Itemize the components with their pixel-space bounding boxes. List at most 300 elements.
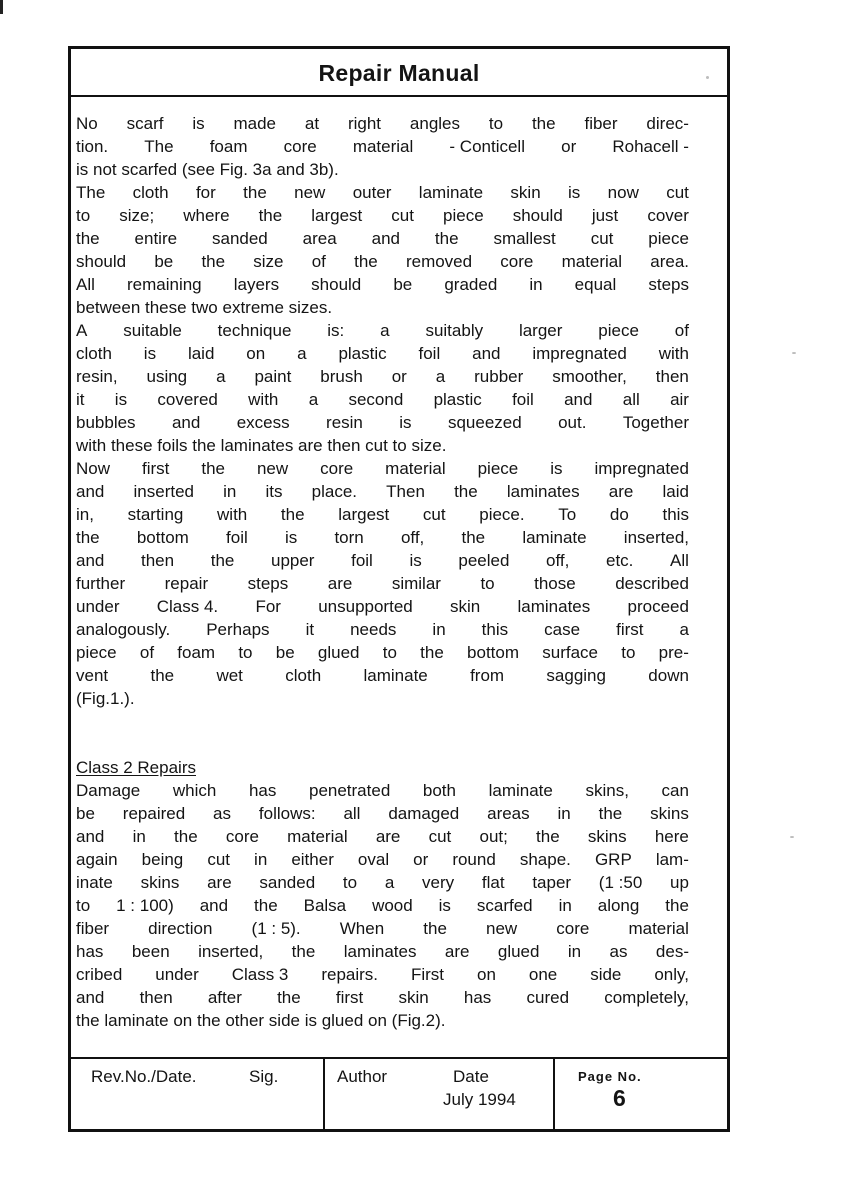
word: are	[608, 482, 634, 501]
word: is	[192, 114, 205, 133]
word: foam	[177, 643, 216, 662]
word: foil	[226, 528, 248, 547]
word: be	[275, 643, 295, 662]
word: is	[409, 551, 422, 570]
word: upper	[270, 551, 315, 570]
word: entire	[134, 229, 178, 248]
word: to	[76, 896, 91, 915]
word: resin,	[76, 367, 118, 386]
text-line	[76, 135, 689, 158]
word: described	[615, 574, 689, 593]
word: the	[201, 252, 226, 271]
word: cloth	[285, 666, 322, 685]
word: No	[76, 114, 98, 133]
word: unsupported	[318, 597, 413, 616]
word: the	[280, 505, 305, 524]
word: in,	[76, 505, 94, 524]
signature-label: Sig.	[249, 1067, 279, 1086]
word: off,	[546, 551, 570, 570]
word: removed	[405, 252, 473, 271]
text-line	[76, 825, 689, 848]
word: on	[246, 344, 266, 363]
word: rubber	[474, 367, 524, 386]
word: the	[243, 183, 267, 202]
word: piece	[598, 321, 639, 340]
word: are	[327, 574, 353, 593]
word: When	[339, 919, 385, 938]
word: impregnated	[594, 459, 689, 478]
word: area.	[650, 252, 689, 271]
word: direc-	[646, 114, 689, 133]
word: For	[255, 597, 281, 616]
text-line	[76, 204, 689, 227]
word: the	[210, 551, 235, 570]
word: here	[654, 827, 689, 846]
word: skin	[398, 988, 429, 1007]
word: the	[423, 919, 447, 938]
word: Then	[386, 482, 425, 501]
word: at	[304, 114, 320, 133]
word: to	[480, 574, 495, 593]
word: it	[76, 390, 85, 409]
word: The	[144, 137, 174, 156]
word: largest	[311, 206, 363, 225]
word: resin	[326, 413, 363, 432]
word: graded	[444, 275, 498, 294]
word: a	[216, 367, 226, 386]
word: sanded	[211, 229, 268, 248]
word: one	[528, 965, 558, 984]
word: inserted	[133, 482, 194, 501]
word: of	[311, 252, 326, 271]
word: the	[258, 206, 283, 225]
word: piece	[76, 643, 117, 662]
word: A	[76, 321, 88, 340]
word: Rohacell -	[612, 137, 689, 156]
document-frame	[68, 46, 730, 1132]
word: a	[308, 390, 319, 409]
word: off,	[400, 528, 425, 547]
word: been	[131, 942, 170, 961]
word: under	[76, 597, 120, 616]
word: First	[410, 965, 445, 984]
word: analogously.	[76, 620, 171, 639]
word: plastic	[433, 390, 482, 409]
word: has	[248, 781, 277, 800]
word: cut	[428, 827, 452, 846]
word: in	[558, 896, 572, 915]
word: being	[141, 850, 184, 869]
word: area	[302, 229, 337, 248]
word: similar	[391, 574, 441, 593]
word: oval	[357, 850, 390, 869]
word: material	[628, 919, 689, 938]
word: All	[76, 275, 95, 294]
text-line	[76, 549, 689, 572]
word: a	[297, 344, 307, 363]
word: suitable	[123, 321, 182, 340]
word: just	[591, 206, 619, 225]
word: Class 4.	[156, 597, 219, 616]
word: up	[670, 873, 689, 892]
text-line	[76, 963, 689, 986]
word: core	[500, 252, 534, 271]
word: only,	[654, 965, 689, 984]
word: laid	[662, 482, 689, 501]
word: new	[256, 459, 289, 478]
word: air	[670, 390, 689, 409]
word: inate	[76, 873, 113, 892]
word: To	[558, 505, 577, 524]
word: can	[661, 781, 689, 800]
word: plastic	[338, 344, 387, 363]
word: are	[375, 827, 401, 846]
word: this	[481, 620, 509, 639]
word: the	[454, 482, 478, 501]
word: is	[114, 390, 128, 409]
word: laminate	[363, 666, 428, 685]
word: (Fig.1.).	[76, 689, 135, 708]
author-date-cell	[325, 1059, 555, 1131]
word: or	[391, 367, 407, 386]
word: piece.	[479, 505, 525, 524]
word: torn	[334, 528, 364, 547]
word: to	[238, 643, 253, 662]
word: those	[534, 574, 576, 593]
word: should	[311, 275, 362, 294]
text-line	[76, 618, 689, 641]
text-line	[76, 480, 689, 503]
word: new	[294, 183, 326, 202]
text-line	[76, 227, 689, 250]
word: proceed	[627, 597, 689, 616]
word: to	[76, 206, 91, 225]
word: covered	[157, 390, 218, 409]
word: bottom	[136, 528, 189, 547]
word: and	[171, 413, 201, 432]
word: then	[655, 367, 689, 386]
word: then	[141, 551, 175, 570]
word: of	[674, 321, 689, 340]
word: cloth	[132, 183, 169, 202]
word: to	[382, 643, 397, 662]
word: cover	[647, 206, 689, 225]
word: and	[371, 229, 400, 248]
word: laminates	[517, 597, 591, 616]
word: the	[254, 896, 278, 915]
word: core	[556, 919, 590, 938]
word: wet	[216, 666, 243, 685]
word: of	[139, 643, 155, 662]
word: in	[132, 827, 146, 846]
word: starting	[127, 505, 184, 524]
word: or	[561, 137, 577, 156]
word: the laminate on the other side is glued on (Fig.2).	[76, 1011, 446, 1030]
word: all	[343, 804, 361, 823]
word: cured	[526, 988, 570, 1007]
text-line	[76, 181, 689, 204]
word: the	[598, 804, 623, 823]
word: laminate	[522, 528, 587, 547]
word: material	[352, 137, 414, 156]
word: outer	[352, 183, 392, 202]
word: round	[452, 850, 496, 869]
text-line	[76, 1009, 689, 1032]
word: in	[254, 850, 268, 869]
word: the	[354, 252, 378, 271]
word: is	[143, 344, 157, 363]
word: this	[662, 505, 689, 524]
word: a	[435, 367, 446, 386]
word: to	[621, 643, 636, 662]
word: it	[305, 620, 315, 639]
word: glued	[497, 942, 540, 961]
word: piece	[477, 459, 519, 478]
word: skins	[587, 827, 627, 846]
word: All	[670, 551, 689, 570]
word: completely,	[604, 988, 689, 1007]
word: which	[172, 781, 217, 800]
word: sagging	[546, 666, 606, 685]
word: the	[531, 114, 556, 133]
word: skins,	[585, 781, 629, 800]
word: and	[76, 551, 105, 570]
word: suitably	[425, 321, 484, 340]
text-line	[76, 273, 689, 296]
word: surface	[542, 643, 599, 662]
word: piece	[443, 206, 484, 225]
word: where	[183, 206, 230, 225]
word: on	[476, 965, 496, 984]
text-line	[76, 940, 689, 963]
word: the	[76, 229, 100, 248]
text-line	[76, 894, 689, 917]
word: is	[550, 459, 563, 478]
text-line	[76, 526, 689, 549]
word: flat	[481, 873, 505, 892]
word: fiber	[584, 114, 618, 133]
word: paint	[254, 367, 292, 386]
text-line	[76, 595, 689, 618]
word: tion.	[76, 137, 109, 156]
scan-speck	[792, 352, 796, 354]
word: out.	[558, 413, 587, 432]
word: peeled	[458, 551, 510, 570]
scan-speck	[790, 836, 794, 838]
word: with	[248, 390, 279, 409]
word: - Conticell	[449, 137, 525, 156]
revision-cell	[71, 1059, 325, 1131]
word: taper	[532, 873, 572, 892]
word: des-	[655, 942, 689, 961]
word: all	[622, 390, 640, 409]
word: sanded	[259, 873, 316, 892]
word: now	[607, 183, 639, 202]
word: and	[564, 390, 593, 409]
word: repair	[164, 574, 209, 593]
text-line	[76, 411, 689, 434]
section-title: Class 2 Repairs	[76, 758, 196, 777]
text-line	[76, 848, 689, 871]
word: laminates	[506, 482, 580, 501]
word: either	[291, 850, 334, 869]
word: core	[320, 459, 354, 478]
word: areas	[487, 804, 530, 823]
word: a	[380, 321, 390, 340]
word: the	[665, 896, 689, 915]
word: Perhaps	[206, 620, 270, 639]
text-line	[76, 779, 689, 802]
word: the	[434, 229, 459, 248]
word: foil	[418, 344, 441, 363]
word: foam	[209, 137, 248, 156]
word: shape.	[519, 850, 571, 869]
word: laminate	[488, 781, 553, 800]
word: should	[76, 252, 127, 271]
word: damaged	[388, 804, 460, 823]
word: along	[597, 896, 640, 915]
word: Now	[76, 459, 111, 478]
text-line	[76, 342, 689, 365]
word: foil	[351, 551, 373, 570]
word: should	[512, 206, 563, 225]
word: new	[486, 919, 518, 938]
word: very	[422, 873, 455, 892]
word: and	[76, 827, 105, 846]
text-line	[76, 319, 689, 342]
word: right	[347, 114, 382, 133]
word: squeezed	[447, 413, 522, 432]
text-line	[76, 388, 689, 411]
word: the	[291, 942, 316, 961]
word: is	[284, 528, 298, 547]
word: using	[146, 367, 188, 386]
word: technique	[217, 321, 292, 340]
word: or	[413, 850, 429, 869]
word: smoother,	[552, 367, 627, 386]
word: is:	[327, 321, 345, 340]
word: the	[150, 666, 175, 685]
text-line	[76, 986, 689, 1009]
text-line	[76, 457, 689, 480]
word: direction	[148, 919, 213, 938]
word: penetrated	[308, 781, 391, 800]
word: 1 : 100)	[116, 896, 174, 915]
text-line	[76, 250, 689, 273]
text-line	[76, 503, 689, 526]
date-label: Date	[453, 1067, 489, 1086]
word: case	[544, 620, 581, 639]
word: laid	[187, 344, 215, 363]
word: place.	[311, 482, 358, 501]
word: down	[648, 666, 689, 685]
word: with these foils the laminates are then cut to size.	[76, 436, 447, 455]
word: angles	[409, 114, 461, 133]
word: needs	[350, 620, 397, 639]
word: size;	[119, 206, 155, 225]
word: a	[679, 620, 689, 639]
word: be	[76, 804, 95, 823]
word: is	[399, 413, 412, 432]
word: scarf	[126, 114, 164, 133]
word: (1 : 5).	[251, 919, 301, 938]
word: has	[76, 942, 104, 961]
word: scarfed	[476, 896, 533, 915]
word: and	[76, 482, 105, 501]
word: larger	[518, 321, 563, 340]
word: has	[463, 988, 492, 1007]
word: again	[76, 850, 118, 869]
text-line	[76, 158, 689, 181]
word: glued	[317, 643, 360, 662]
word: impregnated	[532, 344, 627, 363]
document-title: Repair Manual	[318, 59, 480, 86]
author-label: Author	[337, 1067, 388, 1086]
word: Damage	[76, 781, 141, 800]
word: the	[277, 988, 301, 1007]
word: core	[283, 137, 317, 156]
word: vent	[76, 666, 109, 685]
word: further	[76, 574, 126, 593]
word: in	[557, 804, 571, 823]
word: is not scarfed (see Fig. 3a and 3b).	[76, 160, 339, 179]
word: as	[609, 942, 628, 961]
word: repairs.	[321, 965, 379, 984]
text-line	[76, 365, 689, 388]
paragraph-gap	[76, 710, 689, 733]
word: core	[225, 827, 259, 846]
word: first	[141, 459, 170, 478]
word: largest	[338, 505, 390, 524]
word: the	[174, 827, 198, 846]
word: The	[76, 183, 106, 202]
word: etc.	[606, 551, 634, 570]
word: be	[154, 252, 174, 271]
word: laminate	[418, 183, 484, 202]
word: and	[472, 344, 501, 363]
word: laminates	[343, 942, 417, 961]
page-number: 6	[613, 1085, 626, 1111]
word: steps	[648, 275, 689, 294]
word: cut	[666, 183, 689, 202]
text-line	[76, 434, 689, 457]
word: inserted,	[198, 942, 264, 961]
word: material	[287, 827, 348, 846]
word: pre-	[658, 643, 689, 662]
word: for	[195, 183, 216, 202]
word: do	[609, 505, 629, 524]
date-value: July 1994	[443, 1090, 516, 1109]
word: foil	[512, 390, 534, 409]
scan-edge-mark	[0, 0, 3, 14]
word: piece	[648, 229, 689, 248]
word: bubbles	[76, 413, 136, 432]
word: equal	[574, 275, 617, 294]
word: material	[385, 459, 446, 478]
word: skin	[510, 183, 541, 202]
word: in	[432, 620, 446, 639]
text-line	[76, 802, 689, 825]
word: and	[76, 988, 105, 1007]
word: excess	[236, 413, 290, 432]
word: cut	[590, 229, 614, 248]
word: wood	[372, 896, 413, 915]
word: cribed	[76, 965, 123, 984]
word: steps	[247, 574, 289, 593]
word: cut	[422, 505, 446, 524]
word: its	[265, 482, 283, 501]
word: to	[342, 873, 358, 892]
